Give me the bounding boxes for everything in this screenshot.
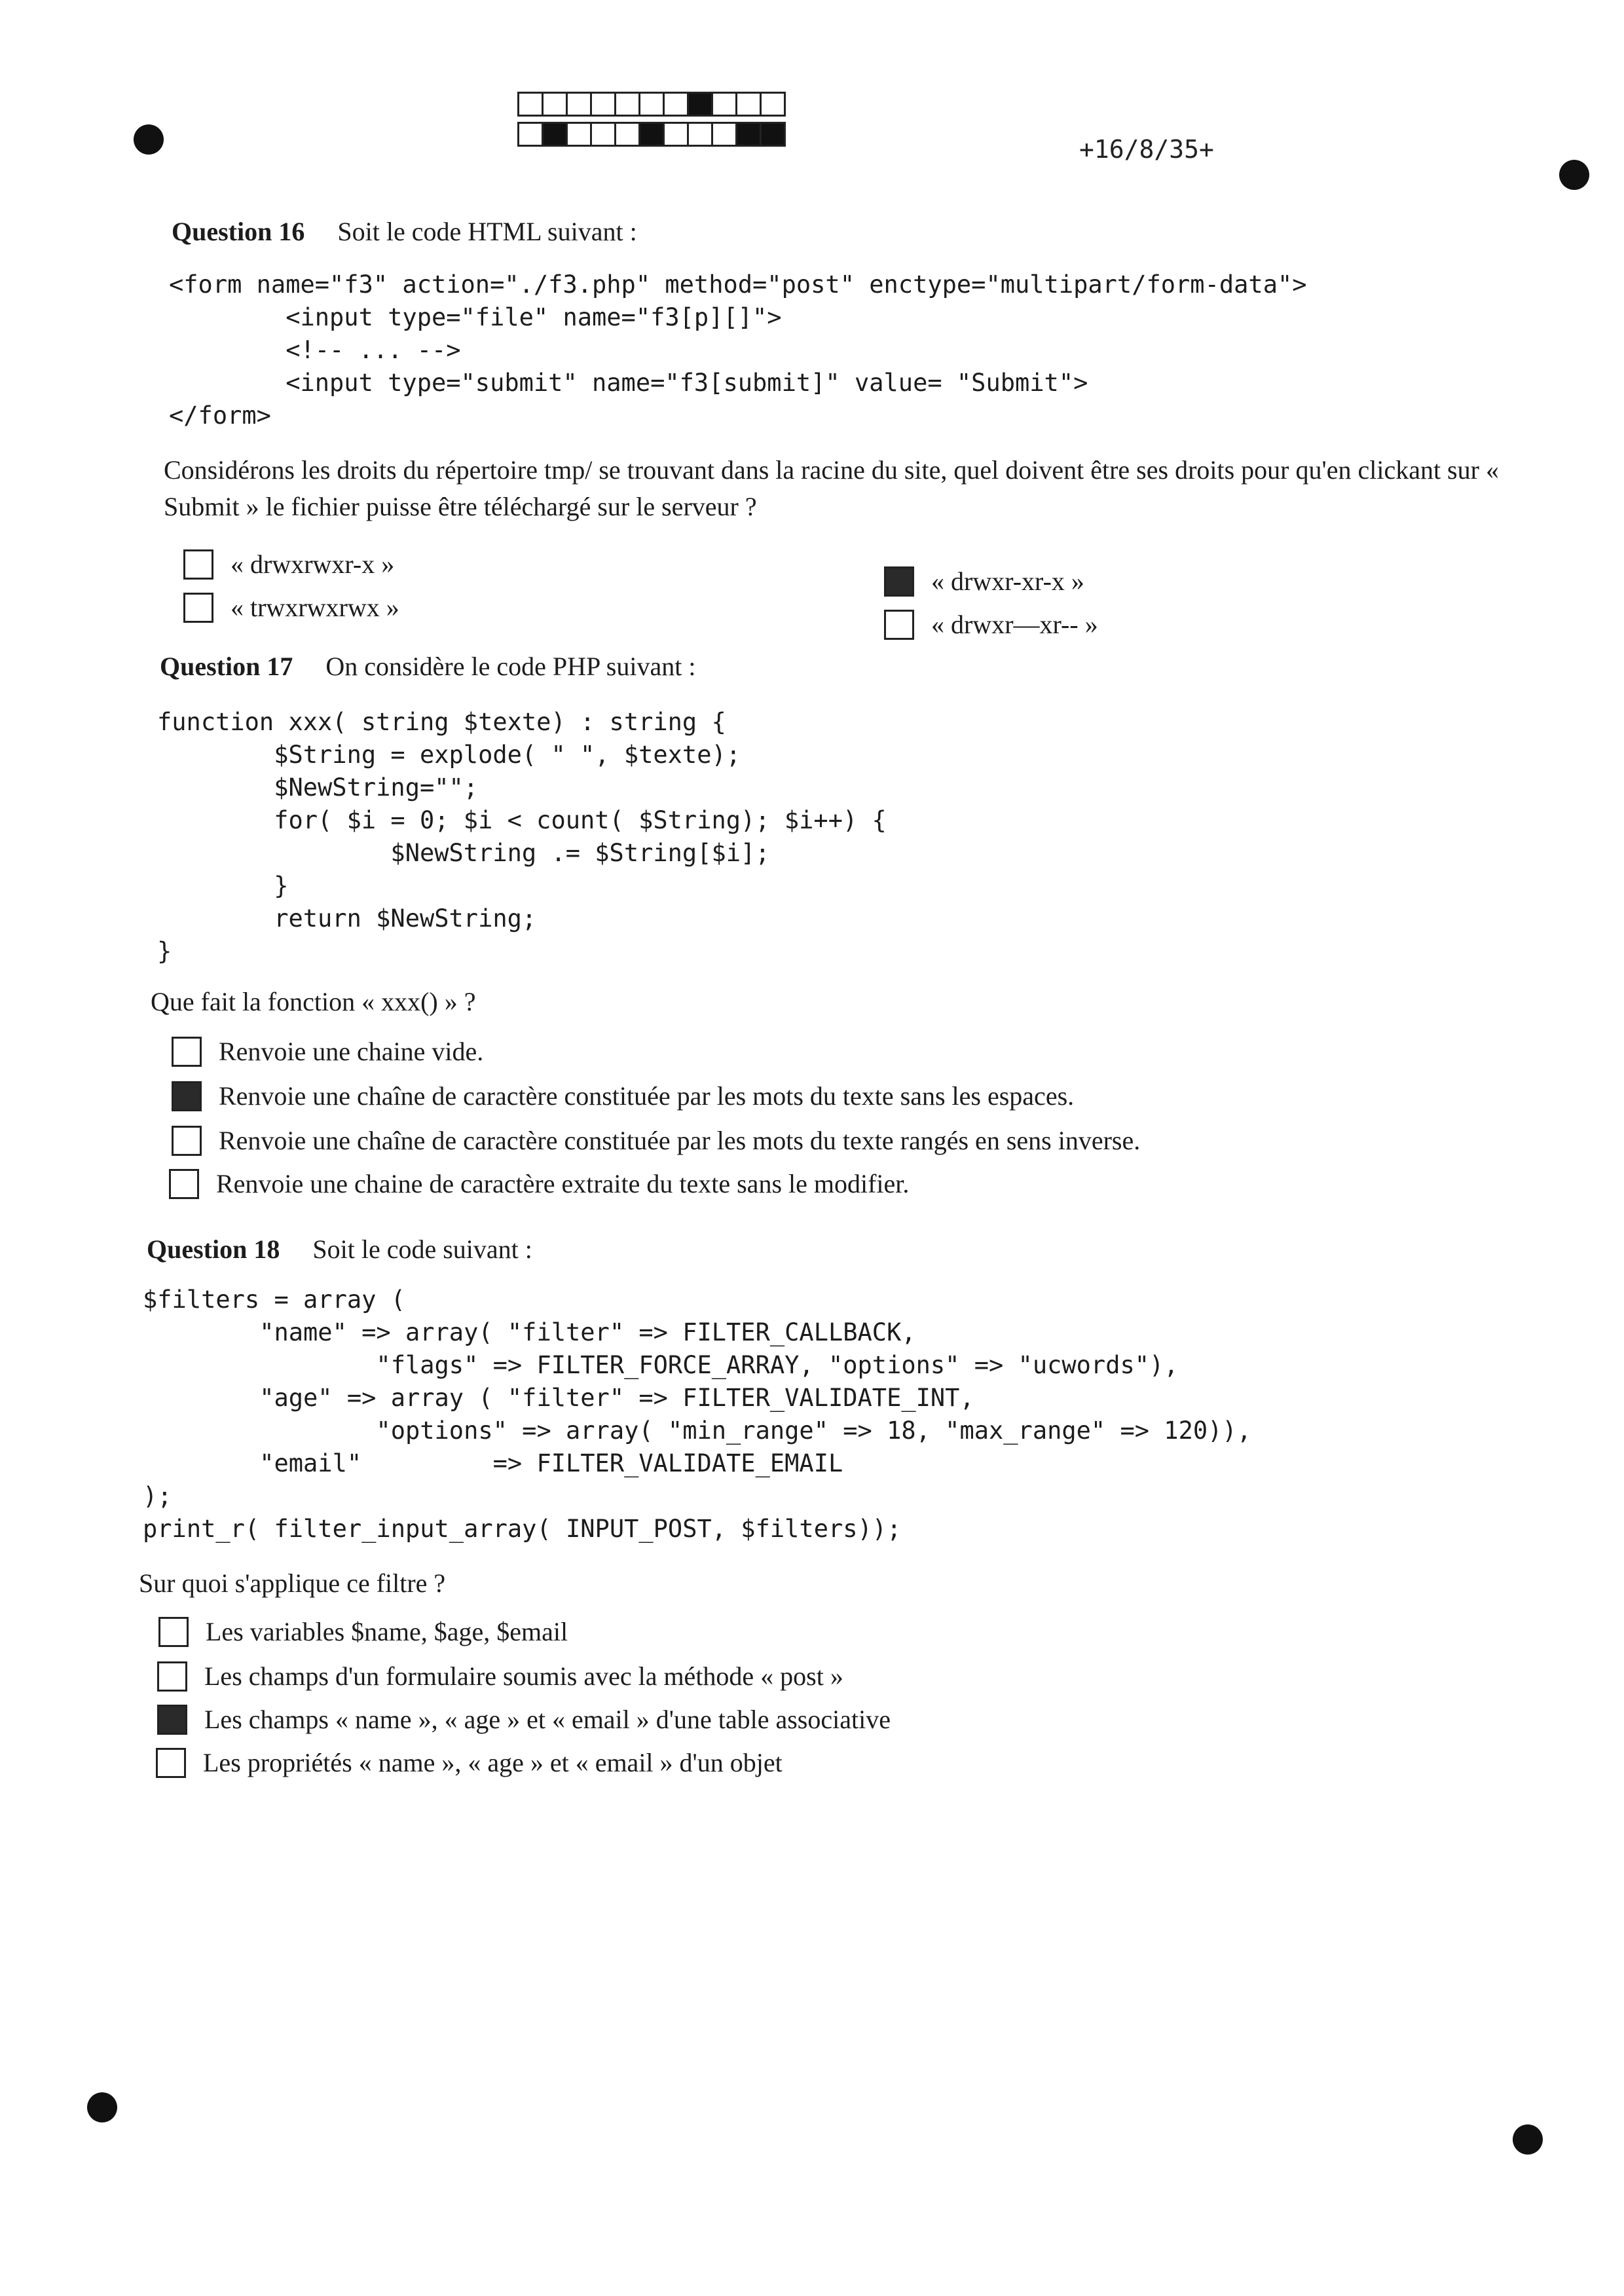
q17-code-block: function xxx( string $texte) : string { $String = explode( " ", $texte); $NewString=""; for( $i = 0; $i < count( $String); $i++) { $NewString .= $String[$i]; } return $NewString; } bbox=[157, 708, 887, 965]
q17-option-1[interactable] bbox=[172, 1036, 483, 1067]
question-18-header bbox=[147, 1234, 532, 1265]
question-title: Question 18 bbox=[147, 1234, 280, 1264]
barcode-cell bbox=[517, 92, 544, 117]
option-label: « drwxr-xr-x » bbox=[931, 566, 1084, 596]
q18-question-text: Sur quoi s'applique ce filtre ? bbox=[139, 1568, 446, 1598]
q18-option-2[interactable] bbox=[157, 1661, 843, 1692]
barcode-cell bbox=[566, 92, 592, 117]
option-label: « drwxr—xr-- » bbox=[931, 610, 1098, 639]
option-label: Les propriétés « name », « age » et « email » d'un objet bbox=[203, 1748, 783, 1777]
q16-question-text: Considérons les droits du répertoire tmp/ se trouvant dans la racine du site, quel doivent être ses droits pour qu'en clickant sur « Submit » le fichier puisse être téléchargé sur le serveur ? bbox=[164, 455, 1499, 521]
question-17-header bbox=[160, 651, 695, 682]
question-intro: On considère le code PHP suivant : bbox=[325, 652, 696, 681]
option-label: « trwxrwxrwx » bbox=[231, 593, 399, 622]
question-intro: Soit le code HTML suivant : bbox=[337, 217, 637, 246]
barcode-cell bbox=[687, 92, 713, 117]
checkbox[interactable] bbox=[183, 549, 213, 580]
checkbox[interactable] bbox=[183, 593, 213, 623]
barcode-cell bbox=[517, 122, 544, 147]
q18-code-block: $filters = array ( "name" => array( "filter" => FILTER_CALLBACK, "flags" => FILTER_FORCE_ARRAY, "options" => "ucwords"), "age" => array ( "filter" => FILTER_VALIDATE_INT, "options" => array( "min_range" => 18, "max_range" => 120)), "email" => FILTER_VALIDATE_EMAIL ); print_r( filter_input_array( INPUT_POST, $filters)); bbox=[143, 1286, 1251, 1543]
barcode-cell bbox=[711, 122, 737, 147]
barcode-cell bbox=[638, 122, 665, 147]
q16-option-1[interactable] bbox=[183, 549, 394, 580]
barcode-cell bbox=[687, 122, 713, 147]
checkbox[interactable] bbox=[884, 610, 914, 640]
q16-code-block: <form name="f3" action="./f3.php" method="post" enctype="multipart/form-data"> <input type="file" name="f3[p][]"> <!-- ... --> <input type="submit" name="f3[submit]" value= "Submit"> </form> bbox=[169, 270, 1307, 430]
option-label: Les champs d'un formulaire soumis avec la méthode « post » bbox=[204, 1661, 843, 1691]
checkbox[interactable] bbox=[172, 1037, 202, 1067]
barcode-cell bbox=[590, 122, 616, 147]
checkbox[interactable] bbox=[157, 1661, 187, 1692]
q18-option-4[interactable] bbox=[156, 1747, 783, 1778]
q17-option-4[interactable] bbox=[169, 1168, 909, 1199]
barcode-cell bbox=[663, 92, 689, 117]
checkbox[interactable] bbox=[158, 1617, 189, 1647]
barcode-cell bbox=[542, 122, 568, 147]
registration-mark-top-left bbox=[134, 124, 164, 155]
checkbox[interactable] bbox=[172, 1126, 202, 1156]
barcode-cell bbox=[711, 92, 737, 117]
option-label: Renvoie une chaine vide. bbox=[219, 1037, 484, 1066]
question-title: Question 16 bbox=[172, 217, 305, 246]
registration-mark-top-right bbox=[1559, 160, 1589, 190]
question-intro: Soit le code suivant : bbox=[312, 1234, 532, 1264]
barcode-cell bbox=[663, 122, 689, 147]
checkbox[interactable] bbox=[172, 1081, 202, 1111]
page-id: +16/8/35+ bbox=[1079, 135, 1214, 164]
question-16-header bbox=[172, 216, 637, 247]
q18-option-3[interactable] bbox=[157, 1704, 891, 1735]
checkbox[interactable] bbox=[884, 566, 914, 597]
barcode-cell bbox=[735, 92, 762, 117]
q18-option-1[interactable] bbox=[158, 1616, 568, 1647]
barcode-cell bbox=[614, 92, 640, 117]
registration-mark-bottom-left bbox=[87, 2092, 117, 2122]
q16-option-2[interactable] bbox=[183, 592, 399, 623]
registration-mark-bottom-right bbox=[1513, 2124, 1543, 2155]
q17-question-text: Que fait la fonction « xxx() » ? bbox=[151, 987, 476, 1016]
checkbox[interactable] bbox=[156, 1748, 186, 1778]
checkbox[interactable] bbox=[157, 1705, 187, 1735]
option-label: Renvoie une chaîne de caractère constituée par les mots du texte rangés en sens inverse. bbox=[219, 1126, 1141, 1155]
option-label: Les variables $name, $age, $email bbox=[206, 1617, 568, 1646]
option-label: « drwxrwxr-x » bbox=[231, 549, 395, 579]
checkbox[interactable] bbox=[169, 1169, 199, 1199]
q16-option-3[interactable] bbox=[884, 566, 1084, 597]
option-label: Les champs « name », « age » et « email » d'une table associative bbox=[204, 1705, 891, 1734]
barcode-cell bbox=[566, 122, 592, 147]
option-label: Renvoie une chaine de caractère extraite du texte sans le modifier. bbox=[216, 1169, 910, 1198]
barcode-cell bbox=[760, 92, 786, 117]
option-label: Renvoie une chaîne de caractère constituée par les mots du texte sans les espaces. bbox=[219, 1081, 1075, 1111]
barcode-cell bbox=[735, 122, 762, 147]
barcode-cell bbox=[638, 92, 665, 117]
barcode-cell bbox=[542, 92, 568, 117]
barcode-row-2 bbox=[517, 122, 784, 147]
barcode-cell bbox=[760, 122, 786, 147]
barcode-cell bbox=[590, 92, 616, 117]
barcode-cell bbox=[614, 122, 640, 147]
q17-option-3[interactable] bbox=[172, 1125, 1140, 1156]
barcode-row-1 bbox=[517, 92, 784, 117]
question-title: Question 17 bbox=[160, 652, 293, 681]
q17-option-2[interactable] bbox=[172, 1081, 1074, 1111]
q16-option-4[interactable] bbox=[884, 609, 1098, 640]
